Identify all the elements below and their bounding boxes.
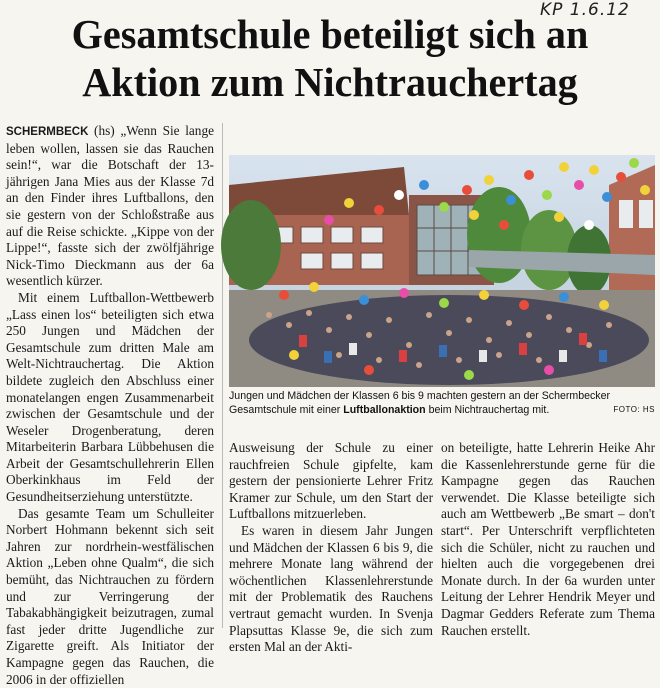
article-column-1 bbox=[6, 123, 214, 687]
paragraph-text: (hs) „Wenn Sie lange leben wollen, lassen sie das Rauchen sein!“, war die Botschaft der 13-jährigen Jana Mies aus der Klasse 7d an den Finder ihres Luftballons, den sie gestern von der Schloßstraße aus auf die Reise schickte. „Kippe von der Lippe!“, fasste sich der zwölfjährige Nick-Timo Dieckmann aus der 6a wesentlich kürzer. bbox=[6, 123, 214, 289]
news-photo bbox=[229, 155, 655, 387]
photo-caption bbox=[229, 389, 655, 417]
caption-highlight: Luftballonaktion bbox=[343, 404, 426, 416]
article-paragraph: Mit einem Luftballon-Wettbewerb „Lass einen los“ beteiligten sich etwa 250 Jungen und Mädchen der Gesamtschule zum dritten Male am Welt-Nichtrauchertag. Die Aktion bildete zugleich den Abschluss einer monatelangen engen Zusammenarbeit zwischen der Gesamtschule und der Weseler Drogenberatung, deren Mitarbeiterin Barbara Lübbehusen die Arbeit der Gesamtschullehrerin Ellen Oberkinkhaus im Feld der Gesundheitserziehung unterstützte. bbox=[6, 289, 214, 505]
article-paragraph: Es waren in diesem Jahr Jungen und Mädchen der Klassen 6 bis 9, die mehrere Monate lang während der wöchentlichen Klassenlehrerstunde mit der Problematik des Rauchens vertraut gemacht wurden. In Svenja Plapsuttas Klasse 9e, die sich zum ersten Mal an der Akti- bbox=[229, 522, 433, 655]
article-paragraph bbox=[6, 123, 214, 290]
article-column-3 bbox=[441, 440, 655, 638]
caption-text-end: beim Nichtrauchertag mit. bbox=[425, 404, 550, 416]
column-divider bbox=[222, 123, 223, 628]
caption-text: Jungen und Mädchen der Klassen 6 bis 9 machten gestern an der Schermbecker Gesamtschule mit einer bbox=[229, 390, 611, 416]
article-paragraph: Das gesamte Team um Schulleiter Norbert Hohmann bekennt sich seit Jahren zur nordrhein-westfälischen Aktion „Leben ohne Qualm“, die sich bemüht, das Nichtrauchen zu fördern und zur Verringerung der Tabakabhängigkeit beizutragen, zumal fast jeder dritte Jugendliche zur Zigarette greift. Als Initiator der Kampagne gegen das Rauchen, die 2006 in der offiziellen bbox=[6, 505, 214, 687]
article-column-2 bbox=[229, 440, 433, 655]
headline-line-1: Gesamtschule beteiligt sich an bbox=[71, 11, 589, 57]
article-paragraph: on beteiligte, hatte Lehrerin Heike Ahr die Kassenlehrerstunde gerne für die Kampagne gegen das Rauchen verwendet. Die Klasse beteiligte sich auch am Wettbewerb „Be smart – don't start“. Per Unterschrift verpflichteten sich die Schüler, nicht zu rauchen und hielten auch die vorgegebenen drei Monate durch. In der 6a wurden unter Leitung der Lehrer Hendrik Meyer und Dagmar Gedders Referate zum Thema Rauchen erstellt. bbox=[441, 440, 655, 638]
article-paragraph: Ausweisung der Schule zu einer rauchfreien Schule gipfelte, kam gestern der pensionierte Lehrer Fritz Kramer zur Schule, um den Start der Luftballons mitzuerleben. bbox=[229, 440, 433, 522]
handwritten-date-note: KP 1.6.12 bbox=[540, 0, 630, 20]
photo-credit: FOTO: HS bbox=[613, 405, 655, 414]
headline-line-2: Aktion zum Nichtrauchertag bbox=[82, 59, 578, 105]
dateline: SCHERMBECK bbox=[6, 126, 89, 138]
headline bbox=[7, 10, 654, 106]
